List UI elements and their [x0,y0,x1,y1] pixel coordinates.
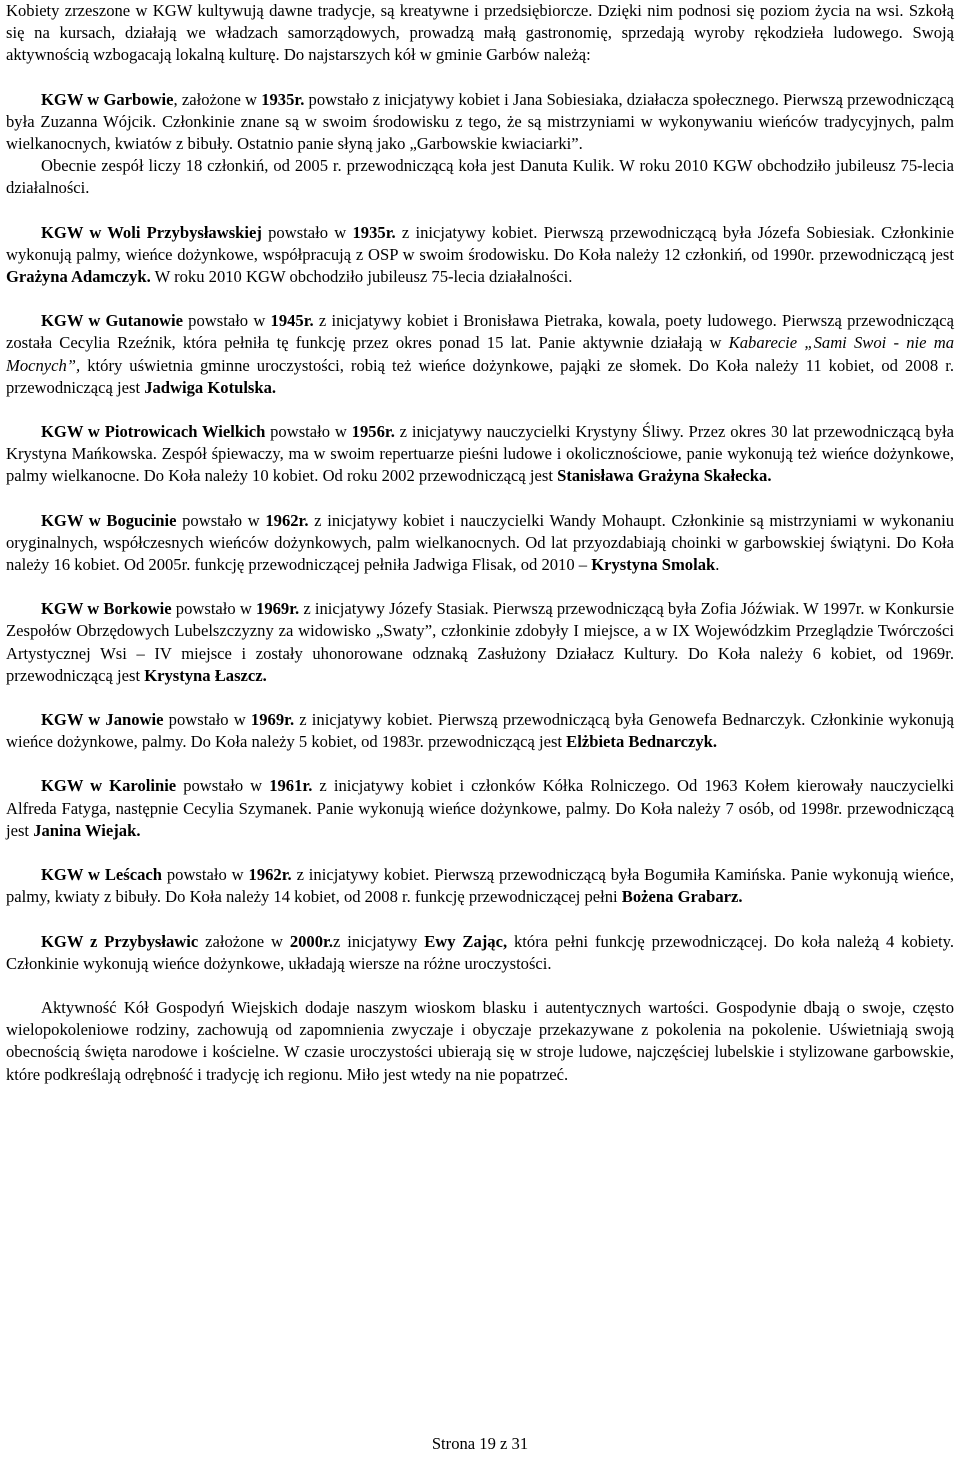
kgw-name: KGW w Gutanowie [41,311,183,331]
kgw-janow-paragraph: KGW w Janowie powstało w 1969r. z inicjatywy kobiet. Pierwszą przewodniczącą była Genowefa Bednarczyk. Członkinie wykonują wieńce dożynkowe, palmy. Do Koła należy 5 kobiet, od 1983r. przewodniczącą jest Elżbieta Bednarczyk. [6,710,954,752]
founding-year: 1956r. [351,422,395,442]
founding-year: 1962r. [265,510,309,530]
kgw-name: KGW w Karolinie [41,776,177,796]
founding-year: 1945r. [270,311,314,331]
kgw-name: KGW w Woli Przybysławskiej [41,222,262,242]
kgw-bogucin-paragraph: KGW w Bogucinie powstało w 1962r. z inicjatywy kobiet i nauczycielki Wandy Mohaupt. Członkinie są mistrzyniami w wykonaniu oryginalnych, współczesnych wieńców dożynkowych, palm wielkanocnych. Od lat przyozdabiają choinki w garbowskiej świątyni. Do Koła należy 16 kobiet. Od 2005r. funkcję przewodniczącej pełniła Jadwiga Flisak, od 2010 – Krystyna Smolak. [6,510,954,575]
founding-year: 2000r. [289,931,334,951]
chairwoman-name: Krystyna Smolak [591,555,716,575]
kgw-name: KGW w Borkowie [41,599,172,619]
chairwoman-name: Stanisława Grażyna Skałecka. [557,466,772,486]
founding-year: 1962r. [248,865,292,885]
kgw-name: KGW w Piotrowicach Wielkich [41,422,266,442]
chairwoman-name: Janina Wiejak. [33,820,141,840]
kgw-gutanow-paragraph: KGW w Gutanowie powstało w 1945r. z inicjatywy kobiet i Bronisława Pietraka, kowala, poety ludowego. Pierwszą przewodniczącą została Cecylia Rzeźnik, która pełniła tę funkcję przez okres ponad 15 lat. Panie aktywnie działają w Kabarecie „Sami Swoi - nie ma Mocnych”, który uświetnia gminne uroczystości, robią też wieńce dożynkowe, pająki ze słomek. Do Koła należy 11 kobiet, od 2008 r. przewodniczącą jest Jadwiga Kotulska. [6,311,954,397]
founding-year: 1961r. [269,776,313,796]
kgw-garbow-paragraph-2: Obecnie zespół liczy 18 członkiń, od 2005 r. przewodniczącą koła jest Danuta Kulik. W roku 2010 KGW obchodziło jubileusz 75-lecia działalności. [6,156,954,198]
page-number-footer: Strona 19 z 31 [431,1434,529,1453]
kgw-name: KGW w Garbowie [41,89,174,109]
document-page [6,0,954,1086]
founding-year: 1935r. [352,222,396,242]
chairwoman-name: Bożena Grabarz. [621,887,743,907]
kgw-piotrowice-paragraph: KGW w Piotrowicach Wielkich powstało w 1956r. z inicjatywy nauczycielki Krystyny Śliwy. Przez okres 30 lat przewodniczącą była Krystyna Mańkowska. Zespół śpiewaczy, ma w swoim repertuarze pieśni ludowe i okolicznościowe, panie wykonują też wieńce dożynkowe, palmy wielkanocne. Do Koła należy 10 kobiet. Od roku 2002 przewodniczącą jest Stanisława Grażyna Skałecka. [6,422,954,486]
intro-text: Kobiety zrzeszone w KGW kultywują dawne tradycje, są kreatywne i przedsiębiorcze. Dzięki nim podnosi się poziom życia na wsi. Szkołą się na kursach, działają we władzach samorządowych, prowadzą małą gastronomię, sprzedają wyroby rękodzieła ludowego. Swoją aktywnością wzbogacają lokalną kulturę. Do najstarszych kół w gminie Garbów należą: [6,1,954,65]
closing-paragraph [6,997,954,1086]
kgw-lesce-paragraph: KGW w Leścach powstało w 1962r. z inicjatywy kobiet. Pierwszą przewodniczącą była Bogumiła Kamińska. Panie wykonują wieńce, palmy, kwiaty z bibuły. Do Koła należy 14 kobiet, od 2008 r. funkcję przewodniczącej pełni Bożena Grabarz. [6,865,954,907]
kgw-wola-paragraph: KGW w Woli Przybysławskiej powstało w 1935r. z inicjatywy kobiet. Pierwszą przewodniczącą była Józefa Sobiesiak. Członkinie wykonują palmy, wieńce dożynkowe, współpracują z OSP w swoim środowisku. Do Koła należy 12 członkiń, od 1990r. przewodniczącą jest Grażyna Adamczyk. W roku 2010 KGW obchodziło jubileusz 75-lecia działalności. [6,222,954,287]
kgw-garbow-paragraph: KGW w Garbowie, założone w 1935r. powstało z inicjatywy kobiet i Jana Sobiesiaka, działacza społecznego. Pierwszą przewodniczącą była Zuzanna Wójcik. Członkinie znane są w swoim środowisku z tego, że są mistrzyniami w wykonywaniu wieńców tradycyjnych, palm wielkanocnych, kwiatów z bibuły. Ostatnio panie słyną jako „Garbowskie kwiaciarki”. [6,89,954,154]
chairwoman-name: Elżbieta Bednarczyk. [566,732,718,752]
closing-text: Aktywność Kół Gospodyń Wiejskich dodaje naszym wioskom blasku i autentycznych wartości. Gospodynie dbają o swoje, często wielopokoleniowe rodziny, zachowują od zapomnienia zwyczaje i obyczaje przekazywane z pokolenia na pokolenie. Uświetniają swoją obecnością święta narodowe i kościelne. W czasie uroczystości ubierają się w stroje ludowe, najczęściej lubelskie i stylizowane garbowskie, które podkreślają odrębność i tradycję ich regionu. Miło jest wtedy na nie popatrzeć. [6,997,954,1084]
chairwoman-name: Krystyna Łaszcz. [144,665,267,685]
chairwoman-name: Grażyna Adamczyk. [6,267,151,287]
kgw-borkow-paragraph: KGW w Borkowie powstało w 1969r. z inicjatywy Józefy Stasiak. Pierwszą przewodniczącą była Zofia Jóźwiak. W 1997r. w Konkursie Zespołów Obrzędowych Lubelszczyzny za widowisko „Swaty”, członkinie zdobyły I miejsce, a w IX Wojewódzkim Przeglądzie Twórczości Artystycznej Wsi – IV miejsce i zostały uhonorowane odznaką Zasłużony Działacz Kultury. Do Koła należy 6 kobiet, od 1969r. przewodniczącą jest Krystyna Łaszcz. [6,599,954,685]
kgw-name: KGW w Bogucinie [41,510,177,530]
kgw-przybyslawice-paragraph: KGW z Przybysławic założone w 2000r.z inicjatywy Ewy Zając, która pełni funkcję przewodniczącej. Do koła należą 4 kobiety. Członkinie wykonują wieńce dożynkowe, układają wiersze na różne uroczystości. [6,931,955,973]
founding-year: 1969r. [256,599,300,619]
cabaret-name: Kabarecie „Sami Swoi - nie ma Mocnych”, [6,333,954,375]
chairwoman-name: Jadwiga Kotulska. [144,377,277,397]
kgw-name: KGW w Leścach [41,865,162,885]
kgw-name: KGW z Przybysławic [41,931,199,951]
kgw-name: KGW w Janowie [41,710,164,730]
intro-paragraph [6,0,954,67]
founding-year: 1935r. [261,89,305,109]
chairwoman-name: Ewy Zając, [424,931,508,951]
kgw-karolin-paragraph: KGW w Karolinie powstało w 1961r. z inicjatywy kobiet i członków Kółka Rolniczego. Od 1963 Kołem kierowały nauczycielki Alfreda Fatyga, następnie Cecylia Szymanek. Panie wykonują wieńce dożynkowe, palmy. Do Koła należy 7 osób, od 1998r. przewodniczącą jest Janina Wiejak. [6,776,954,840]
founding-year: 1969r. [250,710,295,730]
